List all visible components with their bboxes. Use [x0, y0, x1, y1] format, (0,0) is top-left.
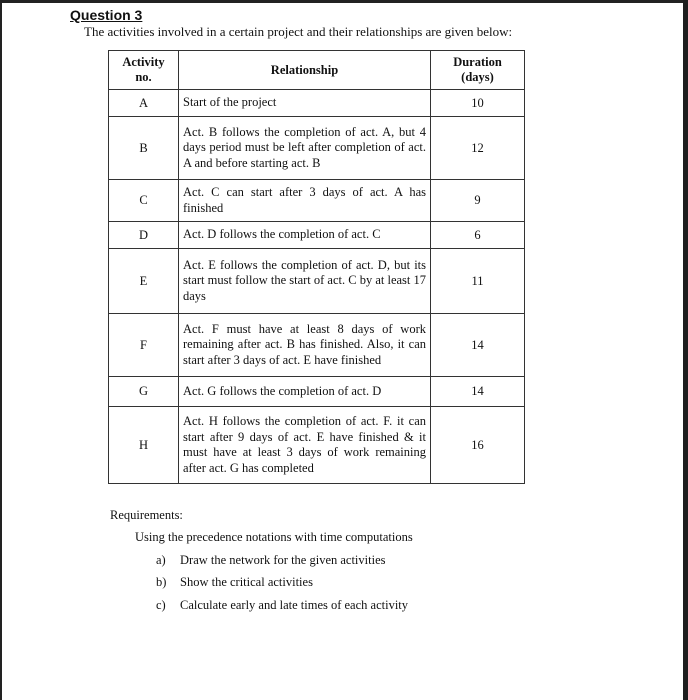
duration-cell: 12	[431, 117, 525, 180]
left-border	[0, 0, 2, 700]
activity-cell: D	[109, 222, 179, 249]
duration-cell: 16	[431, 407, 525, 484]
relationship-cell: Act. G follows the completion of act. D	[179, 377, 431, 407]
requirement-label: b)	[156, 575, 167, 589]
right-border	[683, 0, 688, 700]
requirement-text: Draw the network for the given activities	[180, 553, 386, 567]
duration-cell: 9	[431, 180, 525, 222]
duration-cell: 6	[431, 222, 525, 249]
requirement-label: a)	[156, 553, 166, 567]
duration-header-line1: Duration	[453, 55, 502, 69]
activities-table	[108, 50, 525, 484]
duration-cell: 11	[431, 249, 525, 314]
top-border	[0, 0, 688, 3]
requirement-item-c	[156, 598, 408, 613]
requirements-title: Requirements:	[110, 508, 183, 522]
requirements-subtitle: Using the precedence notations with time computations	[135, 530, 413, 544]
duration-cell: 14	[431, 377, 525, 407]
table-row	[109, 90, 525, 117]
activity-cell: B	[109, 117, 179, 180]
duration-header-line2: (days)	[461, 70, 494, 84]
activity-cell: C	[109, 180, 179, 222]
requirement-text: Calculate early and late times of each activity	[180, 598, 409, 612]
table-row	[109, 314, 525, 377]
relationship-cell: Act. D follows the completion of act. C	[179, 222, 431, 249]
table-row	[109, 249, 525, 314]
table-row	[109, 222, 525, 249]
table-row	[109, 377, 525, 407]
relationship-header: Relationship	[179, 51, 431, 90]
relationship-cell: Start of the project	[179, 90, 431, 117]
table-row	[109, 180, 525, 222]
duration-cell: 10	[431, 90, 525, 117]
duration-cell: 14	[431, 314, 525, 377]
activity-cell: A	[109, 90, 179, 117]
relationship-cell: Act. F must have at least 8 days of work remaining after act. B has finished. Also, it can start after 3 days of act. E have finished	[179, 314, 431, 377]
relationship-cell: Act. C can start after 3 days of act. A has finished	[179, 180, 431, 222]
activity-cell: H	[109, 407, 179, 484]
activity-header-line1: Activity	[122, 55, 165, 69]
relationship-cell: Act. B follows the completion of act. A, but 4 days period must be left after completion of act. A and before starting act. B	[179, 117, 431, 180]
requirement-label: c)	[156, 598, 166, 612]
requirement-item-a	[156, 553, 386, 568]
table-row	[109, 117, 525, 180]
table-header-row	[109, 51, 525, 90]
activity-cell: E	[109, 249, 179, 314]
activity-cell: G	[109, 377, 179, 407]
relationship-cell: Act. H follows the completion of act. F. it can start after 9 days of act. E have finished & it must have at least 3 days of work remaining after act. G has completed	[179, 407, 431, 484]
duration-header	[431, 51, 525, 90]
intro-text: The activities involved in a certain project and their relationships are given below:	[84, 24, 513, 39]
question-title: Question 3	[70, 7, 143, 23]
table-row	[109, 407, 525, 484]
requirement-text: Show the critical activities	[180, 575, 313, 589]
relationship-cell: Act. E follows the completion of act. D, but its start must follow the start of act. C by at least 17 days	[179, 249, 431, 314]
activity-header	[109, 51, 179, 90]
activity-header-line2: no.	[135, 70, 152, 84]
activity-cell: F	[109, 314, 179, 377]
requirement-item-b	[156, 575, 313, 590]
